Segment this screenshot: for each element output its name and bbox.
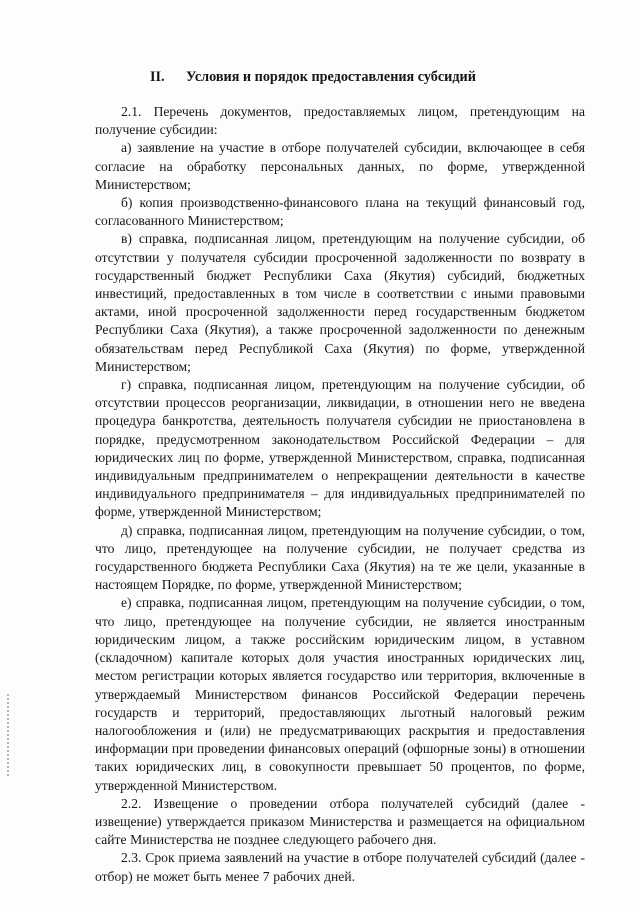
- list-item-b: б) копия производственно-финансового плана на текущий финансовый год, согласованного Министерством;: [95, 195, 585, 229]
- list-item-a: а) заявление на участие в отборе получателей субсидии, включающее в себя согласие на обработку персональных данных, по форме, утвержденной Министерством;: [95, 140, 585, 192]
- list-item-v: в) справка, подписанная лицом, претендующим на получение субсидии, об отсутствии у получателя субсидии просроченной задолженности по возврату в государственный бюджет Республики Саха (Якутия) субсидий, бюджетных инвестиций, предоставленных в том числе в соответствии с иными правовыми актами, иной просроченной задолженности перед государственным бюджетом Республики Саха (Якутия), а также просроченной задолженности по денежным обязательствам перед Республикой Саха (Якутия) по форме, утвержденной Министерством;: [95, 231, 585, 374]
- section-number: II.: [150, 69, 165, 85]
- list-item-g: г) справка, подписанная лицом, претендующим на получение субсидии, об отсутствии процессов реорганизации, ликвидации, в отношении него не введена процедура банкротства, деятельность получателя субсидии не приостановлена в порядке, предусмотренном законодательством Российской Федерации – для юридических лиц по форме, утвержденной Министерством, справка, подписанная индивидуальным предпринимателем о непрекращении деятельности в качестве индивидуального предпринимателя – для индивидуальных предпринимателей по форме, утвержденной Министерством;: [95, 377, 585, 520]
- list-item-e: е) справка, подписанная лицом, претендующим на получение субсидии, о том, что лицо, претендующее на получение субсидии, не является иностранным юридическим лицом, а также российским юридическим лицом, в уставном (складочном) капитале которых доля участия иностранных юридических лиц, местом регистрации которых является государство или территория, включенные в утверждаемый Министерством финансов Российской Федерации перечень государств и территорий, предоставляющих льготный налоговый режим налогообложения и (или) не предусматривающих раскрытия и предоставления информации при проведении финансовых операций (офшорные зоны) в отношении таких юридических лиц, в совокупности превышает 50 процентов, по форме, утвержденной Министерством.: [95, 595, 585, 793]
- document-body: [95, 102, 585, 886]
- list-item-d: д) справка, подписанная лицом, претендующим на получение субсидии, о том, что лицо, претендующее на получение субсидии, не получает средства из государственного бюджета Республики Саха (Якутия) на те же цели, указанные в настоящем Порядке, по форме, утвержденной Министерством;: [95, 522, 585, 593]
- paragraph-2-1: 2.1. Перечень документов, предоставляемых лицом, претендующим на получение субсидии:: [95, 104, 585, 138]
- paragraph-2-2: 2.2. Извещение о проведении отбора получателей субсидий (далее - извещение) утверждается приказом Министерства и размещается на официальном сайте Министерства не позднее следующего рабочего дня.: [95, 795, 585, 848]
- paragraph-2-3: 2.3. Срок приема заявлений на участие в отборе получателей субсидий (далее - отбор) не может быть менее 7 рабочих дней.: [95, 850, 585, 884]
- scan-margin-mark: [7, 694, 11, 776]
- section-title: Условия и порядок предоставления субсидий: [186, 69, 476, 85]
